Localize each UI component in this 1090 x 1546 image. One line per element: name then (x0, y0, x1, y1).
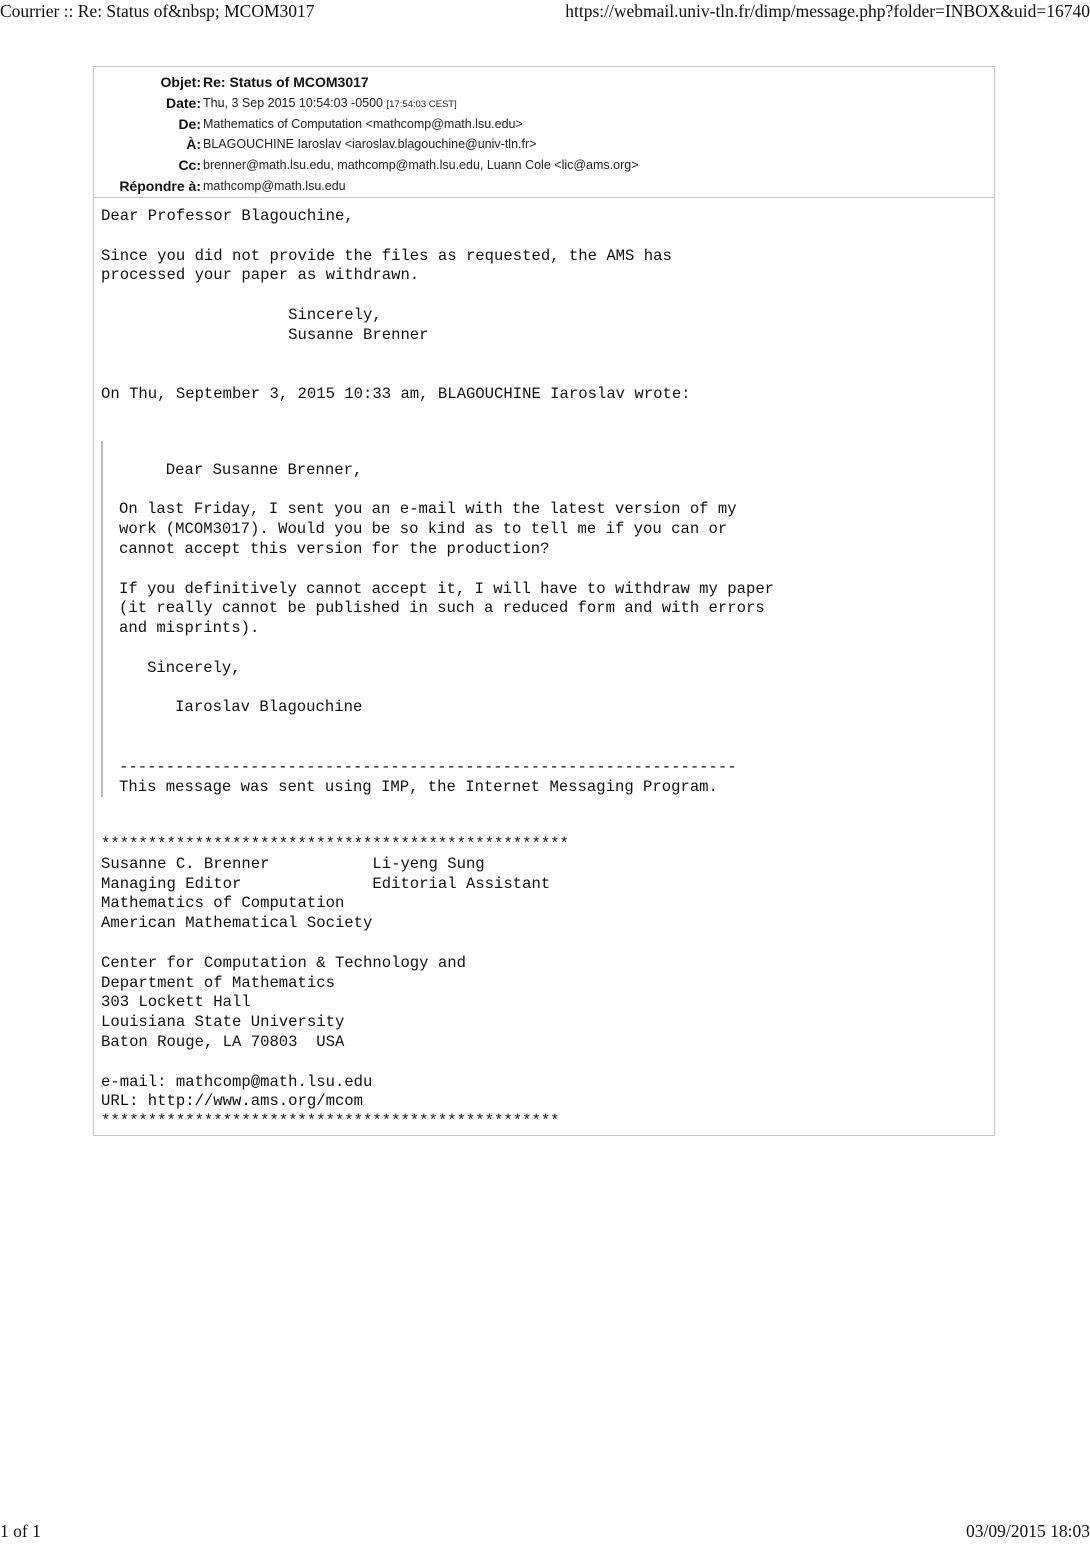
subject-label: Objet: (160, 74, 201, 90)
from-value[interactable]: Mathematics of Computation <mathcomp@math.lsu.edu> (203, 117, 523, 131)
subject-value: Re: Status of MCOM3017 (203, 74, 369, 90)
quoted-message-text: Dear Susanne Brenner, On last Friday, I sent you an e-mail with the latest version of my work (MCOM3017). Would you be so kind as to tell me if you can or cannot accept this version for the production? If you definitively cannot accept it, I will have to withdraw my paper (it really cannot be published in such a reduced form and with errors and misprints). Sincerely, Iaroslav Blagouchine ------------------------------------------------------------------ This message was sent using IMP, the Internet Messaging Program. (119, 460, 775, 796)
print-page-url[interactable]: https://webmail.univ-tln.fr/dimp/message.php?folder=INBOX&uid=16740 (565, 1, 1090, 21)
to-label: À: (186, 136, 201, 152)
header-row-to (94, 134, 994, 154)
message-body: Dear Professor Blagouchine, Since you did not provide the files as requested, the AMS has processed your paper as withdrawn. Sincerely, Susanne Brenner On Thu, September 3, 2015 10:33 am, BLAGOUCHINE Iaroslav wrote: (101, 207, 691, 404)
reply-to-value[interactable]: mathcomp@math.lsu.edu (203, 179, 346, 193)
message-headers (94, 67, 994, 198)
header-row-from (94, 114, 994, 134)
to-value[interactable]: BLAGOUCHINE Iaroslav <iaroslav.blagouchine@univ-tln.fr> (203, 137, 537, 151)
date-value-wrap (203, 93, 457, 115)
date-label: Date: (165, 95, 201, 111)
from-label: De: (178, 116, 201, 132)
cc-label: Cc: (178, 157, 201, 173)
print-header (0, 0, 1090, 26)
quoted-message (101, 441, 983, 797)
cc-value[interactable]: brenner@math.lsu.edu, mathcomp@math.lsu.edu, Luann Cole <lic@ams.org> (203, 158, 639, 172)
message-container (93, 66, 995, 1136)
print-datetime: 03/09/2015 18:03 (966, 1521, 1090, 1541)
header-row-reply-to (94, 176, 994, 196)
header-row-subject (94, 72, 994, 92)
print-footer (0, 1520, 1090, 1546)
header-row-cc (94, 155, 994, 175)
date-value: Thu, 3 Sep 2015 10:54:03 -0500 (203, 96, 384, 110)
page-count: 1 of 1 (0, 1521, 41, 1541)
print-page-title: Courrier :: Re: Status of&nbsp; MCOM3017 (0, 1, 315, 21)
reply-to-label: Répondre à: (119, 178, 201, 194)
header-row-date (94, 93, 994, 113)
signature-block: ************************************************** Susanne C. Brenner Li-yeng Sung Managing Editor Editorial Assistant Mathematics of Computation American Mathematical Society Center for Computation & Technology and Department of Mathematics 303 Lockett Hall Louisiana State University Baton Rouge, LA 70803 USA e-mail: mathcomp@math.lsu.edu URL: http://www.ams.org/mcom ************************************************* (101, 835, 569, 1131)
date-local-time: [17:54:03 CEST] (386, 99, 457, 110)
